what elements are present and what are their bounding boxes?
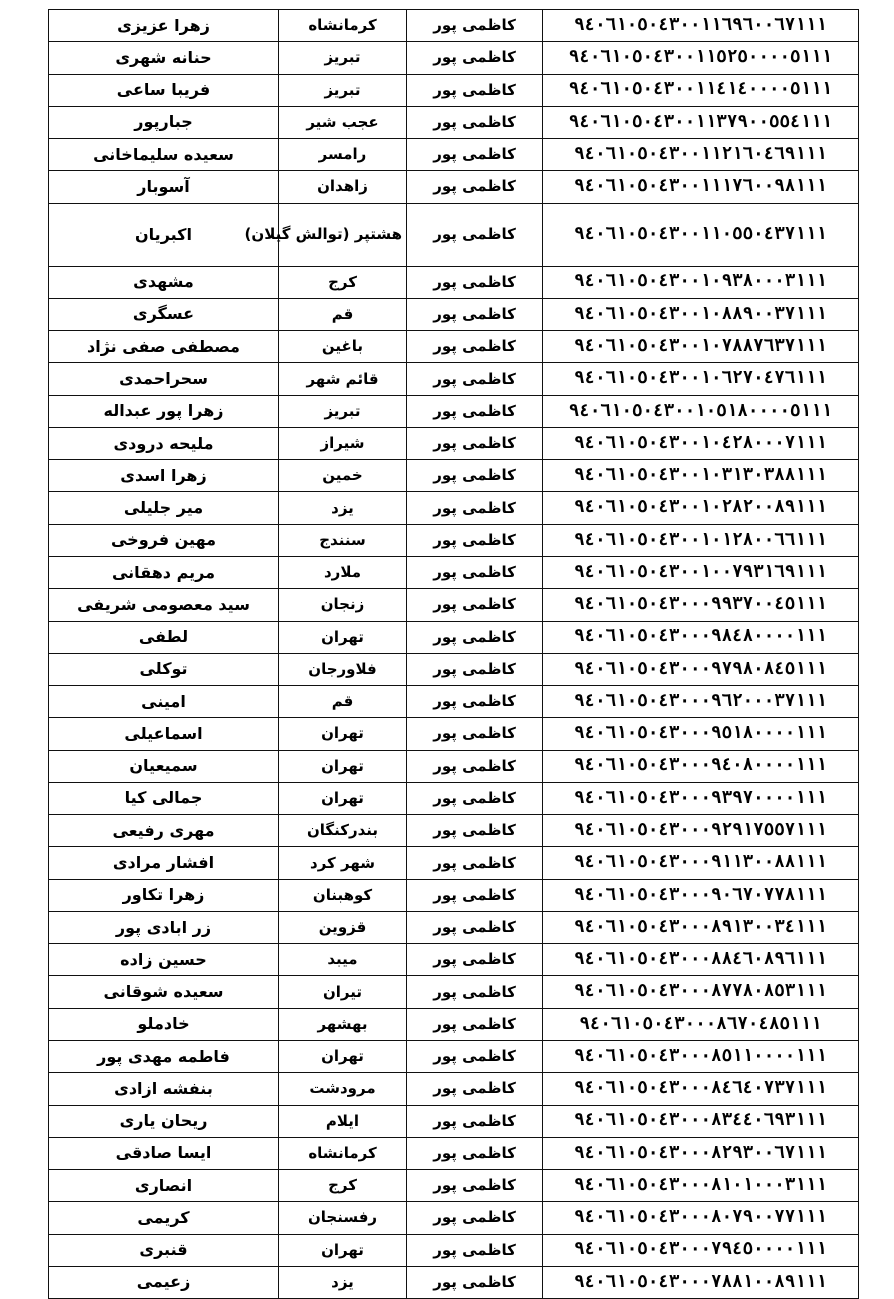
city-cell: شیراز: [279, 427, 407, 459]
name-cell: میر جلیلی: [49, 492, 279, 524]
code-cell: ٩٤٠٦١٠٥٠٤٣٠٠١٠٦٢٧٠٤٧٦١١١: [543, 363, 859, 395]
table-row: [49, 1266, 859, 1298]
code-cell: ٩٤٠٦١٠٥٠٤٣٠٠٠٨٦٧٠٤٨٥١١١: [543, 1008, 859, 1040]
table-row: [49, 492, 859, 524]
code-cell: ٩٤٠٦١٠٥٠٤٣٠٠٠٩٤٠٨٠٠٠٠١١١: [543, 750, 859, 782]
city-cell: ملارد: [279, 556, 407, 588]
surname-cell: کاظمی پور: [407, 1202, 543, 1234]
surname-cell: کاظمی پور: [407, 911, 543, 943]
surname-cell: کاظمی پور: [407, 1234, 543, 1266]
table-row: [49, 266, 859, 298]
table-row: [49, 331, 859, 363]
city-cell: تهران: [279, 1234, 407, 1266]
name-cell: اسماعیلی: [49, 718, 279, 750]
table-row: [49, 1170, 859, 1202]
table-row: [49, 74, 859, 106]
surname-cell: کاظمی پور: [407, 427, 543, 459]
name-cell: ایسا صادقی: [49, 1137, 279, 1169]
surname-cell: کاظمی پور: [407, 460, 543, 492]
city-cell: قائم شهر: [279, 363, 407, 395]
city-cell: کرمانشاه: [279, 1137, 407, 1169]
code-cell: ٩٤٠٦١٠٥٠٤٣٠٠٠٨٧٧٨٠٨٥٣١١١: [543, 976, 859, 1008]
table-row: [49, 203, 859, 266]
name-cell: اکبریان: [49, 203, 279, 266]
surname-cell: کاظمی پور: [407, 1008, 543, 1040]
surname-cell: کاظمی پور: [407, 363, 543, 395]
surname-cell: کاظمی پور: [407, 1040, 543, 1072]
city-cell: کرمانشاه: [279, 10, 407, 42]
table-row: [49, 1008, 859, 1040]
surname-cell: کاظمی پور: [407, 782, 543, 814]
city-cell: کرج: [279, 266, 407, 298]
surname-cell: کاظمی پور: [407, 171, 543, 203]
surname-cell: کاظمی پور: [407, 492, 543, 524]
table-row: [49, 42, 859, 74]
code-cell: ٩٤٠٦١٠٥٠٤٣٠٠١١٠٥٥٠٤٣٧١١١: [543, 203, 859, 266]
city-cell: تهران: [279, 718, 407, 750]
city-cell: قم: [279, 686, 407, 718]
surname-cell: کاظمی پور: [407, 556, 543, 588]
code-cell: ٩٤٠٦١٠٥٠٤٣٠٠١٠١٢٨٠٠٦٦١١١: [543, 524, 859, 556]
city-cell: تهران: [279, 1040, 407, 1072]
code-cell: ٩٤٠٦١٠٥٠٤٣٠٠٠٨٢٩٣٠٠٦٧١١١: [543, 1137, 859, 1169]
city-cell: تبریز: [279, 74, 407, 106]
city-cell: کوهبنان: [279, 879, 407, 911]
city-cell: فلاورجان: [279, 653, 407, 685]
code-cell: ٩٤٠٦١٠٥٠٤٣٠٠١١٢١٦٠٤٦٩١١١: [543, 139, 859, 171]
city-cell: تهران: [279, 782, 407, 814]
table-row: [49, 395, 859, 427]
table-row: [49, 847, 859, 879]
name-cell: سحراحمدی: [49, 363, 279, 395]
table-row: [49, 363, 859, 395]
surname-cell: کاظمی پور: [407, 74, 543, 106]
table-row: [49, 782, 859, 814]
city-cell: قم: [279, 298, 407, 330]
table-row: [49, 524, 859, 556]
surname-cell: کاظمی پور: [407, 106, 543, 138]
table-row: [49, 911, 859, 943]
city-cell: تهران: [279, 750, 407, 782]
city-cell: سنندج: [279, 524, 407, 556]
name-cell: زهرا پور عبداله: [49, 395, 279, 427]
code-cell: ٩٤٠٦١٠٥٠٤٣٠٠١١٣٧٩٠٠٥٥٤١١١: [543, 106, 859, 138]
city-cell: قزوین: [279, 911, 407, 943]
code-cell: ٩٤٠٦١٠٥٠٤٣٠٠٠٨٩١٣٠٠٣٤١١١: [543, 911, 859, 943]
surname-cell: کاظمی پور: [407, 298, 543, 330]
city-cell: زاهدان: [279, 171, 407, 203]
name-cell: مهین فروخی: [49, 524, 279, 556]
table-row: [49, 1073, 859, 1105]
name-cell: زهرا اسدی: [49, 460, 279, 492]
name-cell: خادملو: [49, 1008, 279, 1040]
name-cell: فاطمه مهدی پور: [49, 1040, 279, 1072]
surname-cell: کاظمی پور: [407, 1266, 543, 1298]
code-cell: ٩٤٠٦١٠٥٠٤٣٠٠١٠٢٨٢٠٠٨٩١١١: [543, 492, 859, 524]
name-cell: زهرا عزیزی: [49, 10, 279, 42]
city-cell: زنجان: [279, 589, 407, 621]
code-cell: ٩٤٠٦١٠٥٠٤٣٠٠١٠٩٣٨٠٠٠٣١١١: [543, 266, 859, 298]
surname-cell: کاظمی پور: [407, 686, 543, 718]
code-cell: ٩٤٠٦١٠٥٠٤٣٠٠١٠٤٢٨٠٠٠٧١١١: [543, 427, 859, 459]
city-cell: یزد: [279, 1266, 407, 1298]
table-row: [49, 750, 859, 782]
code-cell: ٩٤٠٦١٠٥٠٤٣٠٠١٠٧٨٨٧٦٣٧١١١: [543, 331, 859, 363]
name-cell: حنانه شهری: [49, 42, 279, 74]
city-cell: مرودشت: [279, 1073, 407, 1105]
city-cell: شهر کرد: [279, 847, 407, 879]
code-cell: ٩٤٠٦١٠٥٠٤٣٠٠١١١٧٦٠٠٩٨١١١: [543, 171, 859, 203]
surname-cell: کاظمی پور: [407, 653, 543, 685]
surname-cell: کاظمی پور: [407, 589, 543, 621]
code-cell: ٩٤٠٦١٠٥٠٤٣٠٠٠٨٨٤٦٠٨٩٦١١١: [543, 944, 859, 976]
code-cell: ٩٤٠٦١٠٥٠٤٣٠٠٠٨٠٧٩٠٠٧٧١١١: [543, 1202, 859, 1234]
city-cell: تهران: [279, 621, 407, 653]
name-cell: مهری رفیعی: [49, 815, 279, 847]
city-cell: خمین: [279, 460, 407, 492]
records-table: [48, 9, 859, 1299]
table-row: [49, 686, 859, 718]
code-cell: ٩٤٠٦١٠٥٠٤٣٠٠٠٩٩٣٧٠٠٤٥١١١: [543, 589, 859, 621]
code-cell: ٩٤٠٦١٠٥٠٤٣٠٠١٠٥١٨٠٠٠٠٥١١١: [543, 395, 859, 427]
name-cell: جمالی کیا: [49, 782, 279, 814]
surname-cell: کاظمی پور: [407, 750, 543, 782]
table-row: [49, 427, 859, 459]
name-cell: فریبا ساعی: [49, 74, 279, 106]
table-row: [49, 10, 859, 42]
surname-cell: کاظمی پور: [407, 621, 543, 653]
name-cell: لطفی: [49, 621, 279, 653]
city-cell: رامسر: [279, 139, 407, 171]
name-cell: مریم دهقانی: [49, 556, 279, 588]
city-cell: تبریز: [279, 42, 407, 74]
table-row: [49, 139, 859, 171]
name-cell: امینی: [49, 686, 279, 718]
code-cell: ٩٤٠٦١٠٥٠٤٣٠٠١١٦٩٦٠٠٦٧١١١: [543, 10, 859, 42]
code-cell: ٩٤٠٦١٠٥٠٤٣٠٠٠٩٨٤٨٠٠٠٠١١١: [543, 621, 859, 653]
table-row: [49, 1202, 859, 1234]
surname-cell: کاظمی پور: [407, 944, 543, 976]
surname-cell: کاظمی پور: [407, 10, 543, 42]
code-cell: ٩٤٠٦١٠٥٠٤٣٠٠١٠٨٨٩٠٠٣٧١١١: [543, 298, 859, 330]
surname-cell: کاظمی پور: [407, 718, 543, 750]
city-cell: بندرکنگان: [279, 815, 407, 847]
code-cell: ٩٤٠٦١٠٥٠٤٣٠٠٠٩٣٩٧٠٠٠٠١١١: [543, 782, 859, 814]
surname-cell: کاظمی پور: [407, 1105, 543, 1137]
name-cell: زر ابادی پور: [49, 911, 279, 943]
name-cell: بنفشه ازادی: [49, 1073, 279, 1105]
name-cell: سید معصومی شریفی: [49, 589, 279, 621]
code-cell: ٩٤٠٦١٠٥٠٤٣٠٠٠٨١٠١٠٠٠٣١١١: [543, 1170, 859, 1202]
surname-cell: کاظمی پور: [407, 879, 543, 911]
surname-cell: کاظمی پور: [407, 847, 543, 879]
surname-cell: کاظمی پور: [407, 1073, 543, 1105]
surname-cell: کاظمی پور: [407, 266, 543, 298]
name-cell: ریحان یاری: [49, 1105, 279, 1137]
surname-cell: کاظمی پور: [407, 524, 543, 556]
table-row: [49, 1105, 859, 1137]
name-cell: سمیعیان: [49, 750, 279, 782]
city-cell: عجب شیر: [279, 106, 407, 138]
name-cell: افشار مرادی: [49, 847, 279, 879]
surname-cell: کاظمی پور: [407, 331, 543, 363]
code-cell: ٩٤٠٦١٠٥٠٤٣٠٠٠٩٢٩١٧٥٥٧١١١: [543, 815, 859, 847]
table-row: [49, 556, 859, 588]
code-cell: ٩٤٠٦١٠٥٠٤٣٠٠٠٨٣٤٤٠٦٩٣١١١: [543, 1105, 859, 1137]
name-cell: عسگری: [49, 298, 279, 330]
code-cell: ٩٤٠٦١٠٥٠٤٣٠٠٠٩٥١٨٠٠٠٠١١١: [543, 718, 859, 750]
name-cell: انصاری: [49, 1170, 279, 1202]
table-row: [49, 1234, 859, 1266]
code-cell: ٩٤٠٦١٠٥٠٤٣٠٠١١٥٢٥٠٠٠٠٥١١١: [543, 42, 859, 74]
city-cell: میبد: [279, 944, 407, 976]
surname-cell: کاظمی پور: [407, 203, 543, 266]
table-row: [49, 653, 859, 685]
city-cell: کرج: [279, 1170, 407, 1202]
table-row: [49, 171, 859, 203]
name-cell: قنبری: [49, 1234, 279, 1266]
table-row: [49, 589, 859, 621]
surname-cell: کاظمی پور: [407, 42, 543, 74]
city-cell: هشتپر (توالش گیلان): [279, 203, 407, 266]
name-cell: مشهدی: [49, 266, 279, 298]
records-table-body: [49, 10, 859, 1299]
surname-cell: کاظمی پور: [407, 976, 543, 1008]
surname-cell: کاظمی پور: [407, 395, 543, 427]
city-cell: رفسنجان: [279, 1202, 407, 1234]
code-cell: ٩٤٠٦١٠٥٠٤٣٠٠٠٩٦٢٠٠٠٣٧١١١: [543, 686, 859, 718]
name-cell: سعیده شوقانی: [49, 976, 279, 1008]
code-cell: ٩٤٠٦١٠٥٠٤٣٠٠٠٨٥١١٠٠٠٠١١١: [543, 1040, 859, 1072]
name-cell: سعیده سلیماخانی: [49, 139, 279, 171]
name-cell: آسوبار: [49, 171, 279, 203]
code-cell: ٩٤٠٦١٠٥٠٤٣٠٠٠٩٠٦٧٠٧٧٨١١١: [543, 879, 859, 911]
code-cell: ٩٤٠٦١٠٥٠٤٣٠٠٠٧٩٤٥٠٠٠٠١١١: [543, 1234, 859, 1266]
name-cell: زهرا تکاور: [49, 879, 279, 911]
name-cell: مصطفی صفی نژاد: [49, 331, 279, 363]
code-cell: ٩٤٠٦١٠٥٠٤٣٠٠٠٧٨٨١٠٠٨٩١١١: [543, 1266, 859, 1298]
city-cell: تبریز: [279, 395, 407, 427]
table-row: [49, 815, 859, 847]
surname-cell: کاظمی پور: [407, 139, 543, 171]
code-cell: ٩٤٠٦١٠٥٠٤٣٠٠١٠٣١٣٠٣٨٨١١١: [543, 460, 859, 492]
name-cell: زعیمی: [49, 1266, 279, 1298]
table-row: [49, 1137, 859, 1169]
table-row: [49, 621, 859, 653]
code-cell: ٩٤٠٦١٠٥٠٤٣٠٠١١٤١٤٠٠٠٠٥١١١: [543, 74, 859, 106]
code-cell: ٩٤٠٦١٠٥٠٤٣٠٠٠٩٧٩٨٠٨٤٥١١١: [543, 653, 859, 685]
name-cell: کریمی: [49, 1202, 279, 1234]
city-cell: تیران: [279, 976, 407, 1008]
city-cell: بهشهر: [279, 1008, 407, 1040]
city-cell: ایلام: [279, 1105, 407, 1137]
surname-cell: کاظمی پور: [407, 1170, 543, 1202]
code-cell: ٩٤٠٦١٠٥٠٤٣٠٠٠٩١١٣٠٠٨٨١١١: [543, 847, 859, 879]
table-row: [49, 1040, 859, 1072]
table-row: [49, 718, 859, 750]
table-row: [49, 976, 859, 1008]
city-cell: باغین: [279, 331, 407, 363]
code-cell: ٩٤٠٦١٠٥٠٤٣٠٠١٠٠٧٩٣١٦٩١١١: [543, 556, 859, 588]
surname-cell: کاظمی پور: [407, 1137, 543, 1169]
table-row: [49, 879, 859, 911]
name-cell: حسین زاده: [49, 944, 279, 976]
table-row: [49, 460, 859, 492]
city-cell: یزد: [279, 492, 407, 524]
table-row: [49, 944, 859, 976]
table-row: [49, 106, 859, 138]
name-cell: جبارپور: [49, 106, 279, 138]
surname-cell: کاظمی پور: [407, 815, 543, 847]
name-cell: ملیحه درودی: [49, 427, 279, 459]
code-cell: ٩٤٠٦١٠٥٠٤٣٠٠٠٨٤٦٤٠٧٣٧١١١: [543, 1073, 859, 1105]
table-row: [49, 298, 859, 330]
name-cell: توکلی: [49, 653, 279, 685]
